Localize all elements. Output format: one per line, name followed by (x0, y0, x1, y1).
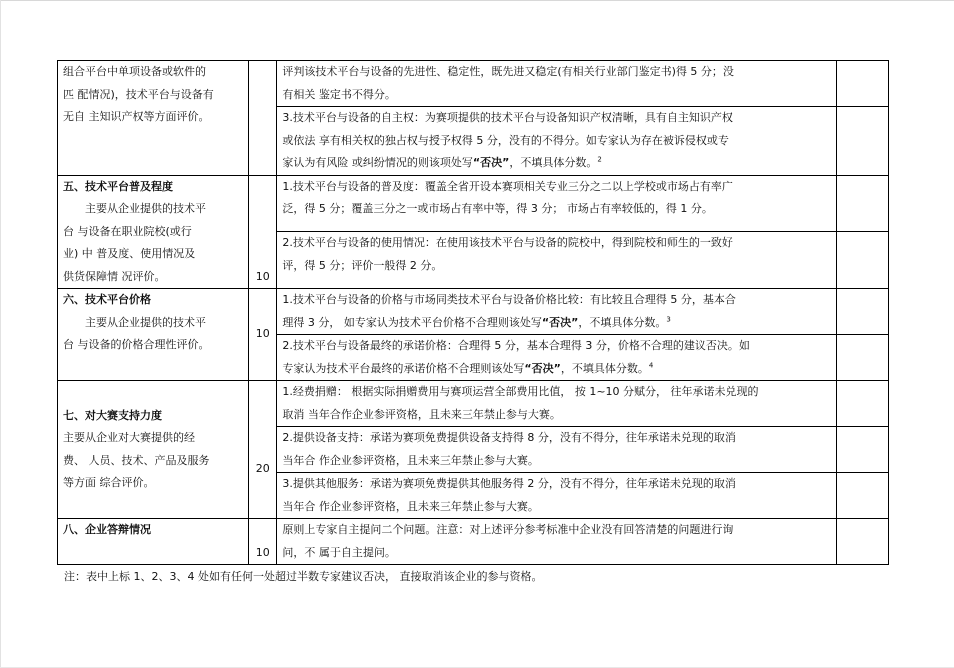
table-row (58, 175, 889, 232)
criteria-cell (58, 61, 249, 176)
criteria-text: 业) 中 普及度、使用情况及 (63, 247, 196, 260)
standard-cell (277, 232, 837, 289)
blank-cell (837, 289, 889, 335)
standard-text: 1.技术平台与设备的普及度：覆盖全省开设本赛项相关专业三分之二以上学校或市场占有率广 (282, 179, 733, 193)
criteria-text: 等方面 综合评价。 (63, 476, 155, 489)
blank-cell (837, 335, 889, 381)
section-title: 八、企业答辩情况 (63, 523, 151, 536)
blank-cell (837, 519, 889, 565)
standard-text: 家认为有风险 或纠纷情况的则该项处写“否决”，不填具体分数。$^2$ (282, 155, 602, 169)
standard-text: 或依法 享有相关权的独占权与授予权得 5 分，没有的不得分。如专家认为存在被诉侵权或专 (282, 133, 729, 147)
standard-cell (277, 427, 837, 473)
standard-text: 有相关 鉴定书不得分。 (282, 87, 396, 101)
blank-cell (837, 473, 889, 519)
criteria-text: 台 与设备在职业院校(或行 (63, 224, 192, 238)
criteria-text: 主要从企业对大赛提供的经 (63, 431, 195, 444)
criteria-text: 主要从企业提供的技术平 (85, 315, 206, 329)
standard-text: 原则上专家自主提问二个问题。注意：对上述评分参考标准中企业没有回答清楚的问题进行询 (282, 523, 734, 536)
standard-cell (277, 107, 837, 176)
score-cell: 10 (249, 175, 277, 289)
footnote: 注：表中上标 1、2、3、4 处如有任何一处超过半数专家建议否决， 直接取消该企业的参与资格。 (64, 570, 543, 583)
standard-text: 评，得 5 分；评价一般得 2 分。 (282, 258, 443, 272)
standard-cell (277, 289, 837, 335)
criteria-cell (58, 381, 249, 519)
footnote-mark: 3 (666, 314, 671, 323)
standard-text: 泛，得 5 分；覆盖三分之一或市场占有率中等，得 3 分； 市场占有率较低的，得 1 分。 (282, 202, 713, 215)
scoring-table (57, 60, 889, 565)
page-edge-top (0, 0, 954, 1)
standard-text: 1.经费捐赠： 根据实际捐赠费用与赛项运营全部费用比值， 按 1~10 分赋分， 往年承诺未兑现的 (282, 385, 759, 398)
section-title: 五、技术平台普及程度 (63, 179, 173, 193)
section-title: 六、技术平台价格 (63, 293, 151, 306)
standard-text: 2.技术平台与设备的使用情况：在使用该技术平台与设备的院校中，得到院校和师生的一致好 (282, 236, 733, 250)
score-cell: 10 (249, 519, 277, 565)
standard-text: 当年合 作企业参评资格，且未来三年禁止参与大赛。 (282, 499, 539, 513)
standard-cell (277, 61, 837, 107)
score-cell: 20 (249, 381, 277, 519)
standard-text: 3.技术平台与设备的自主权：为赛项提供的技术平台与设备知识产权清晰，具有自主知识产权 (282, 111, 733, 124)
criteria-text: 台 与设备的价格合理性评价。 (63, 338, 210, 351)
standard-text: 2.技术平台与设备最终的承诺价格：合理得 5 分，基本合理得 3 分，价格不合理的建议否决。如 (282, 339, 750, 352)
standard-cell (277, 175, 837, 232)
page-edge-left (0, 0, 1, 668)
veto-mark: “否决” (541, 315, 579, 329)
standard-text: 评判该技术平台与设备的先进性、稳定性，既先进又稳定(有相关行业部门鉴定书)得 5 分；没 (282, 65, 734, 78)
table-row (58, 61, 889, 107)
criteria-text: 主要从企业提供的技术平 (85, 202, 206, 215)
veto-mark: “否决” (472, 156, 510, 169)
table-row (58, 289, 889, 335)
footnote-mark: 4 (648, 360, 654, 369)
blank-cell (837, 232, 889, 289)
standard-text: 取消 当年合作企业参评资格，且未来三年禁止参与大赛。 (282, 407, 561, 421)
veto-mark: “否决” (524, 361, 561, 375)
standard-text: 专家认为技术平台最终的承诺价格不合理则该处写“否决”，不填具体分数。$^4$ (282, 360, 654, 375)
criteria-text: 无自 主知识产权等方面评价。 (63, 110, 210, 123)
criteria-text: 匹 配情况)，技术平台与设备有 (63, 87, 214, 101)
standard-text: 3.提供其他服务：承诺为赛项免费提供其他服务得 2 分，没有不得分，往年承诺未兑现的取消 (282, 477, 736, 490)
criteria-text: 组合平台中单项设备或软件的 (63, 65, 206, 78)
standard-text: 问，不 属于自主提问。 (282, 545, 396, 559)
standard-text: 2.提供设备支持：承诺为赛项免费提供设备支持得 8 分，没有不得分，往年承诺未兑现的取消 (282, 431, 736, 444)
criteria-cell (58, 289, 249, 381)
criteria-text: 费、 人员、技术、产品及服务 (63, 453, 210, 467)
criteria-text: 供货保障情 况评价。 (63, 269, 166, 283)
standard-text: 当年合 作企业参评资格，且未来三年禁止参与大赛。 (282, 453, 539, 467)
score-cell (249, 61, 277, 176)
score-cell: 10 (249, 289, 277, 381)
standard-cell (277, 473, 837, 519)
standard-cell (277, 335, 837, 381)
blank-cell (837, 61, 889, 107)
blank-cell (837, 381, 889, 427)
standard-cell (277, 381, 837, 427)
blank-cell (837, 427, 889, 473)
footnote-mark: 2 (597, 155, 602, 164)
criteria-cell (58, 519, 249, 565)
blank-cell (837, 107, 889, 176)
section-title: 七、对大赛支持力度 (63, 408, 162, 422)
standard-text: 理得 3 分， 如专家认为技术平台价格不合理则该处写“否决”，不填具体分数。$^3$ (282, 314, 671, 329)
criteria-cell (58, 175, 249, 289)
standard-cell (277, 519, 837, 565)
blank-cell (837, 175, 889, 232)
table-row (58, 519, 889, 565)
standard-text: 1.技术平台与设备的价格与市场同类技术平台与设备价格比较：有比较且合理得 5 分，基本合 (282, 293, 736, 306)
table-row (58, 381, 889, 427)
